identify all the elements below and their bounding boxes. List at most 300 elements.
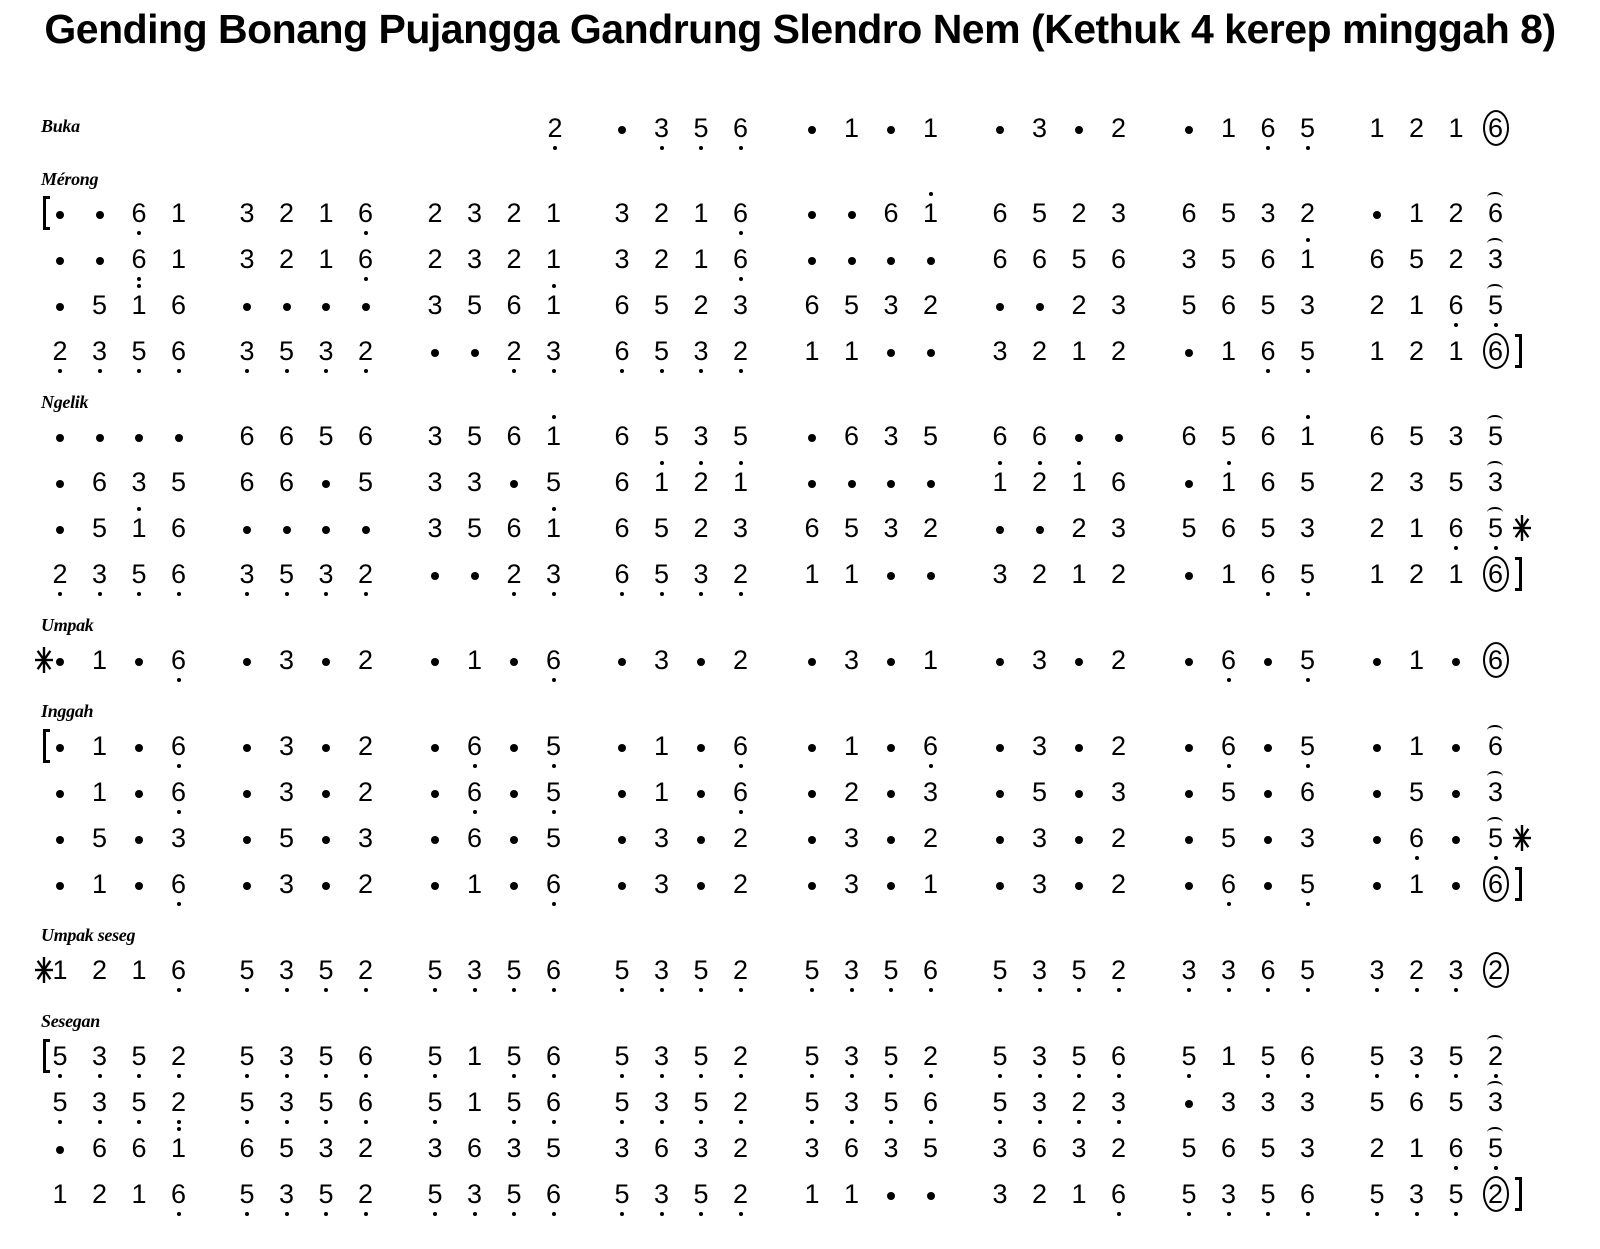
note-numeral: 5: [427, 1038, 442, 1074]
rest-dot: [1436, 774, 1476, 810]
note: [346, 820, 386, 856]
note-numeral: 6: [239, 467, 255, 497]
note-numeral: 5: [1300, 866, 1315, 902]
note-numeral: 3: [92, 333, 107, 369]
rest-dot: [306, 642, 346, 678]
rest-dot: [1169, 774, 1209, 810]
note: [40, 1176, 80, 1212]
note-numeral: 2: [357, 1133, 374, 1163]
note-numeral: 2: [1408, 113, 1425, 143]
note-numeral: [283, 526, 291, 534]
note-numeral: 5: [1488, 820, 1503, 856]
note: [159, 1176, 199, 1212]
note-numeral: 3: [1110, 290, 1127, 320]
note-numeral: 6: [91, 467, 108, 497]
note-numeral: 2: [1299, 198, 1316, 228]
note-numeral: [431, 790, 439, 798]
note: [1059, 1038, 1099, 1074]
note: [159, 952, 199, 988]
star-mark-icon: [1511, 510, 1533, 546]
note-numeral: 3: [654, 952, 669, 988]
note-numeral: 2: [91, 955, 108, 985]
note-numeral: 3: [427, 513, 443, 543]
note-numeral: 6: [171, 728, 186, 764]
note: [642, 1038, 682, 1074]
rest-dot: [346, 287, 386, 323]
rest-dot: [119, 418, 159, 454]
note-numeral: 3: [654, 1084, 669, 1120]
note-numeral: 5: [1369, 1176, 1384, 1212]
rest-dot: [980, 287, 1020, 323]
note: [1209, 556, 1249, 592]
note: [1397, 287, 1437, 323]
note-numeral: 3: [1260, 198, 1276, 228]
note: [1209, 464, 1249, 500]
note: [1397, 110, 1437, 146]
note: [346, 642, 386, 678]
note-numeral: [1075, 882, 1083, 890]
note-numeral: 1: [546, 418, 561, 454]
rest-dot: [1357, 774, 1397, 810]
note-numeral: 6: [843, 421, 860, 451]
note-numeral: [1185, 572, 1193, 580]
note: [1248, 510, 1288, 546]
note: [1099, 820, 1139, 856]
note: [1288, 510, 1328, 546]
note-numeral: 3: [427, 290, 443, 320]
note-numeral: 6: [992, 421, 1008, 451]
note-numeral: 6: [653, 1133, 670, 1163]
note-numeral: [808, 882, 816, 890]
note: [455, 195, 495, 231]
rest-dot: [792, 418, 832, 454]
rest-dot: [911, 556, 951, 592]
note-numeral: 5: [1181, 1133, 1197, 1163]
note: [80, 464, 120, 500]
kenong-note: [1476, 728, 1516, 764]
rest-dot: [119, 866, 159, 902]
note-numeral: 3: [1448, 952, 1463, 988]
note-numeral: 6: [278, 467, 295, 497]
note: [1020, 333, 1060, 369]
note-numeral: [808, 211, 816, 219]
note: [1288, 820, 1328, 856]
rest-dot: [227, 774, 267, 810]
note: [119, 556, 159, 592]
note-numeral: 3: [693, 556, 708, 592]
note-numeral: 2: [1110, 869, 1127, 899]
note: [602, 1038, 642, 1074]
rest-dot: [792, 241, 832, 277]
rest-dot: [227, 866, 267, 902]
note-numeral: [887, 882, 895, 890]
note-numeral: 3: [654, 1176, 669, 1212]
note: [1288, 110, 1328, 146]
note-numeral: 2: [506, 556, 521, 592]
section-label: Mérong: [41, 169, 99, 189]
note-numeral: 2: [733, 556, 748, 592]
note-numeral: 5: [279, 333, 294, 369]
note-numeral: 5: [1181, 513, 1197, 543]
note: [1209, 866, 1249, 902]
note: [642, 464, 682, 500]
note-numeral: [1075, 836, 1083, 844]
note: [1059, 241, 1099, 277]
note: [721, 1176, 761, 1212]
note-numeral: [322, 658, 330, 666]
rest-dot: [415, 728, 455, 764]
note-numeral: 2: [1110, 823, 1127, 853]
note-numeral: 5: [1408, 244, 1425, 274]
note-numeral: 6: [358, 1038, 373, 1074]
note: [159, 333, 199, 369]
note-numeral: 6: [843, 1133, 860, 1163]
note-numeral: [808, 257, 816, 265]
note: [1059, 556, 1099, 592]
note: [455, 287, 495, 323]
note: [1099, 1130, 1139, 1166]
note: [681, 952, 721, 988]
note-numeral: 6: [546, 1084, 561, 1120]
rest-dot: [494, 866, 534, 902]
note-numeral: [887, 480, 895, 488]
rest-dot: [832, 195, 872, 231]
note-numeral: [1373, 744, 1381, 752]
note-numeral: 1: [693, 198, 709, 228]
note-numeral: 6: [1111, 1038, 1126, 1074]
note-numeral: 1: [318, 244, 334, 274]
note: [534, 510, 574, 546]
note: [1357, 241, 1397, 277]
note-numeral: 3: [614, 1133, 630, 1163]
note-numeral: [887, 257, 895, 265]
note-numeral: 6: [131, 1133, 147, 1163]
note-numeral: 2: [922, 823, 939, 853]
note-numeral: [1075, 790, 1083, 798]
note: [980, 195, 1020, 231]
note: [159, 1130, 199, 1166]
note: [1020, 556, 1060, 592]
note: [1020, 866, 1060, 902]
note: [1248, 287, 1288, 323]
note-numeral: 2: [733, 333, 748, 369]
rest-dot: [1248, 642, 1288, 678]
note-numeral: [431, 349, 439, 357]
note-numeral: [808, 658, 816, 666]
note: [1209, 241, 1249, 277]
note-numeral: 6: [1409, 820, 1424, 856]
note-numeral: 6: [1221, 866, 1236, 902]
note-numeral: 6: [1031, 421, 1048, 451]
note-numeral: 3: [1369, 952, 1384, 988]
note-numeral: 1: [843, 336, 860, 366]
note: [911, 866, 951, 902]
note: [1209, 1130, 1249, 1166]
note: [1397, 510, 1437, 546]
note-numeral: 5: [278, 823, 295, 853]
note-numeral: 5: [1488, 1130, 1503, 1166]
note-numeral: 5: [693, 1084, 708, 1120]
note: [1020, 418, 1060, 454]
rest-dot: [494, 464, 534, 500]
note: [534, 774, 574, 810]
note: [415, 1038, 455, 1074]
note-numeral: [887, 744, 895, 752]
note: [980, 1084, 1020, 1120]
note: [642, 1130, 682, 1166]
note: [1169, 510, 1209, 546]
rest-dot: [980, 110, 1020, 146]
note-numeral: 6: [467, 728, 482, 764]
note-numeral: 2: [1409, 952, 1424, 988]
section-label: Umpak: [41, 615, 94, 635]
note: [1209, 510, 1249, 546]
note-numeral: [135, 836, 143, 844]
note-numeral: 5: [1220, 198, 1237, 228]
note-numeral: [927, 572, 935, 580]
note: [415, 1084, 455, 1120]
note: [227, 1130, 267, 1166]
note-numeral: 1: [1369, 113, 1385, 143]
rest-dot: [415, 774, 455, 810]
note: [721, 728, 761, 764]
note: [1059, 952, 1099, 988]
rest-dot: [602, 866, 642, 902]
note: [871, 1130, 911, 1166]
note-numeral: 2: [922, 290, 939, 320]
note-numeral: 3: [546, 333, 561, 369]
note: [1020, 110, 1060, 146]
note-numeral: 5: [922, 1133, 939, 1163]
note: [415, 241, 455, 277]
note: [911, 1084, 951, 1120]
note-numeral: 5: [1260, 1133, 1276, 1163]
note-numeral: 5: [1031, 777, 1048, 807]
note-numeral: [887, 126, 895, 134]
repeat-open-bracket: [43, 1039, 50, 1073]
note-numeral: [56, 480, 64, 488]
note-numeral: 3: [883, 513, 899, 543]
note: [792, 1038, 832, 1074]
note-numeral: [510, 744, 518, 752]
note: [1357, 510, 1397, 546]
note: [911, 287, 951, 323]
note-numeral: 6: [1487, 198, 1504, 228]
note: [1169, 287, 1209, 323]
note: [1020, 464, 1060, 500]
note-numeral: 3: [614, 244, 630, 274]
note-numeral: 3: [654, 1038, 669, 1074]
note: [1099, 866, 1139, 902]
note-numeral: 5: [1369, 1038, 1384, 1074]
note-numeral: 3: [1031, 869, 1048, 899]
note-numeral: 1: [733, 464, 748, 500]
note-numeral: [56, 1146, 64, 1154]
note-numeral: [243, 658, 251, 666]
note: [980, 418, 1020, 454]
note: [346, 1130, 386, 1166]
note: [159, 1038, 199, 1074]
note: [415, 195, 455, 231]
note-numeral: [1185, 658, 1193, 666]
note: [602, 241, 642, 277]
note-numeral: 6: [1220, 513, 1237, 543]
note-numeral: 5: [506, 1176, 521, 1212]
notation-row: [0, 195, 1600, 231]
note-numeral: 6: [171, 556, 186, 592]
note: [832, 287, 872, 323]
note-numeral: [1185, 126, 1193, 134]
note: [306, 952, 346, 988]
note: [721, 952, 761, 988]
rest-dot: [494, 774, 534, 810]
note: [980, 952, 1020, 988]
note: [1099, 556, 1139, 592]
note: [494, 1176, 534, 1212]
note-numeral: [848, 211, 856, 219]
note-numeral: 6: [1300, 1176, 1315, 1212]
note-numeral: 6: [1483, 642, 1509, 678]
note-numeral: 6: [1483, 866, 1509, 902]
note-numeral: [322, 303, 330, 311]
note-numeral: 1: [52, 1179, 68, 1209]
rest-dot: [1248, 820, 1288, 856]
rest-dot: [681, 820, 721, 856]
note: [1099, 1038, 1139, 1074]
note-numeral: 5: [1071, 1038, 1086, 1074]
note-numeral: 5: [883, 1084, 898, 1120]
rest-dot: [40, 241, 80, 277]
note-numeral: 6: [278, 421, 295, 451]
note: [980, 1038, 1020, 1074]
note: [1209, 774, 1249, 810]
note-numeral: 3: [1299, 290, 1316, 320]
note: [534, 333, 574, 369]
note-numeral: 5: [466, 421, 483, 451]
note-numeral: 5: [654, 333, 669, 369]
note: [832, 1084, 872, 1120]
note: [1248, 556, 1288, 592]
note: [415, 1130, 455, 1166]
notation-row: [0, 866, 1600, 902]
note-numeral: 3: [466, 467, 483, 497]
note: [911, 952, 951, 988]
note: [721, 333, 761, 369]
note: [119, 1176, 159, 1212]
repeat-open-bracket: [43, 729, 50, 763]
note: [602, 333, 642, 369]
note: [415, 952, 455, 988]
note-numeral: 5: [1260, 1176, 1275, 1212]
note: [642, 241, 682, 277]
note: [1169, 418, 1209, 454]
note: [1099, 110, 1139, 146]
rest-dot: [980, 728, 1020, 764]
rest-dot: [792, 866, 832, 902]
note-numeral: 5: [804, 952, 819, 988]
note-numeral: 3: [843, 823, 860, 853]
note: [1397, 820, 1437, 856]
note: [415, 418, 455, 454]
note: [642, 418, 682, 454]
note-numeral: 5: [1181, 290, 1197, 320]
note-numeral: 6: [1487, 731, 1504, 761]
rest-dot: [415, 333, 455, 369]
note-numeral: [808, 126, 816, 134]
rest-dot: [415, 556, 455, 592]
note-numeral: 3: [131, 467, 147, 497]
note: [1209, 642, 1249, 678]
note: [306, 1084, 346, 1120]
note: [80, 1176, 120, 1212]
note-numeral: [1185, 882, 1193, 890]
note: [1059, 1084, 1099, 1120]
note-numeral: 6: [1181, 421, 1197, 451]
note-numeral: 5: [693, 1176, 708, 1212]
note: [494, 195, 534, 231]
gong-note: [1476, 110, 1516, 146]
note: [1099, 510, 1139, 546]
note-numeral: 6: [1220, 1133, 1237, 1163]
note: [346, 418, 386, 454]
note-numeral: [1185, 349, 1193, 357]
note-numeral: 3: [1031, 113, 1048, 143]
note-numeral: 2: [358, 1176, 373, 1212]
note: [119, 952, 159, 988]
note-numeral: 1: [1408, 731, 1425, 761]
repeat-close-bracket: [1515, 867, 1522, 901]
note-numeral: [697, 790, 705, 798]
kenong-note: [1476, 287, 1516, 323]
note: [306, 333, 346, 369]
rest-dot: [980, 510, 1020, 546]
note: [306, 1176, 346, 1212]
note: [455, 241, 495, 277]
note: [346, 241, 386, 277]
note: [159, 820, 199, 856]
note: [792, 1130, 832, 1166]
note-numeral: 6: [614, 513, 630, 543]
note-numeral: 2: [357, 777, 374, 807]
note: [1397, 1038, 1437, 1074]
note-numeral: 2: [357, 731, 374, 761]
note: [267, 556, 307, 592]
rest-dot: [1059, 820, 1099, 856]
note: [1436, 241, 1476, 277]
rest-dot: [40, 418, 80, 454]
rest-dot: [832, 464, 872, 500]
note-numeral: 6: [1299, 777, 1316, 807]
note-numeral: [243, 744, 251, 752]
note: [1099, 952, 1139, 988]
note: [1436, 1084, 1476, 1120]
gong-note: [1476, 556, 1516, 592]
note-numeral: [135, 434, 143, 442]
note-numeral: 6: [1260, 244, 1276, 274]
note: [1357, 1130, 1397, 1166]
note-numeral: 6: [466, 823, 483, 853]
note: [534, 241, 574, 277]
note-numeral: 5: [1448, 1038, 1463, 1074]
note-numeral: 6: [733, 728, 748, 764]
note: [227, 1176, 267, 1212]
kenong-note: [1476, 418, 1516, 454]
note-numeral: 1: [804, 336, 820, 366]
note-numeral: [808, 790, 816, 798]
note-numeral: 2: [547, 110, 562, 146]
note-numeral: [1185, 480, 1193, 488]
note: [980, 1130, 1020, 1166]
